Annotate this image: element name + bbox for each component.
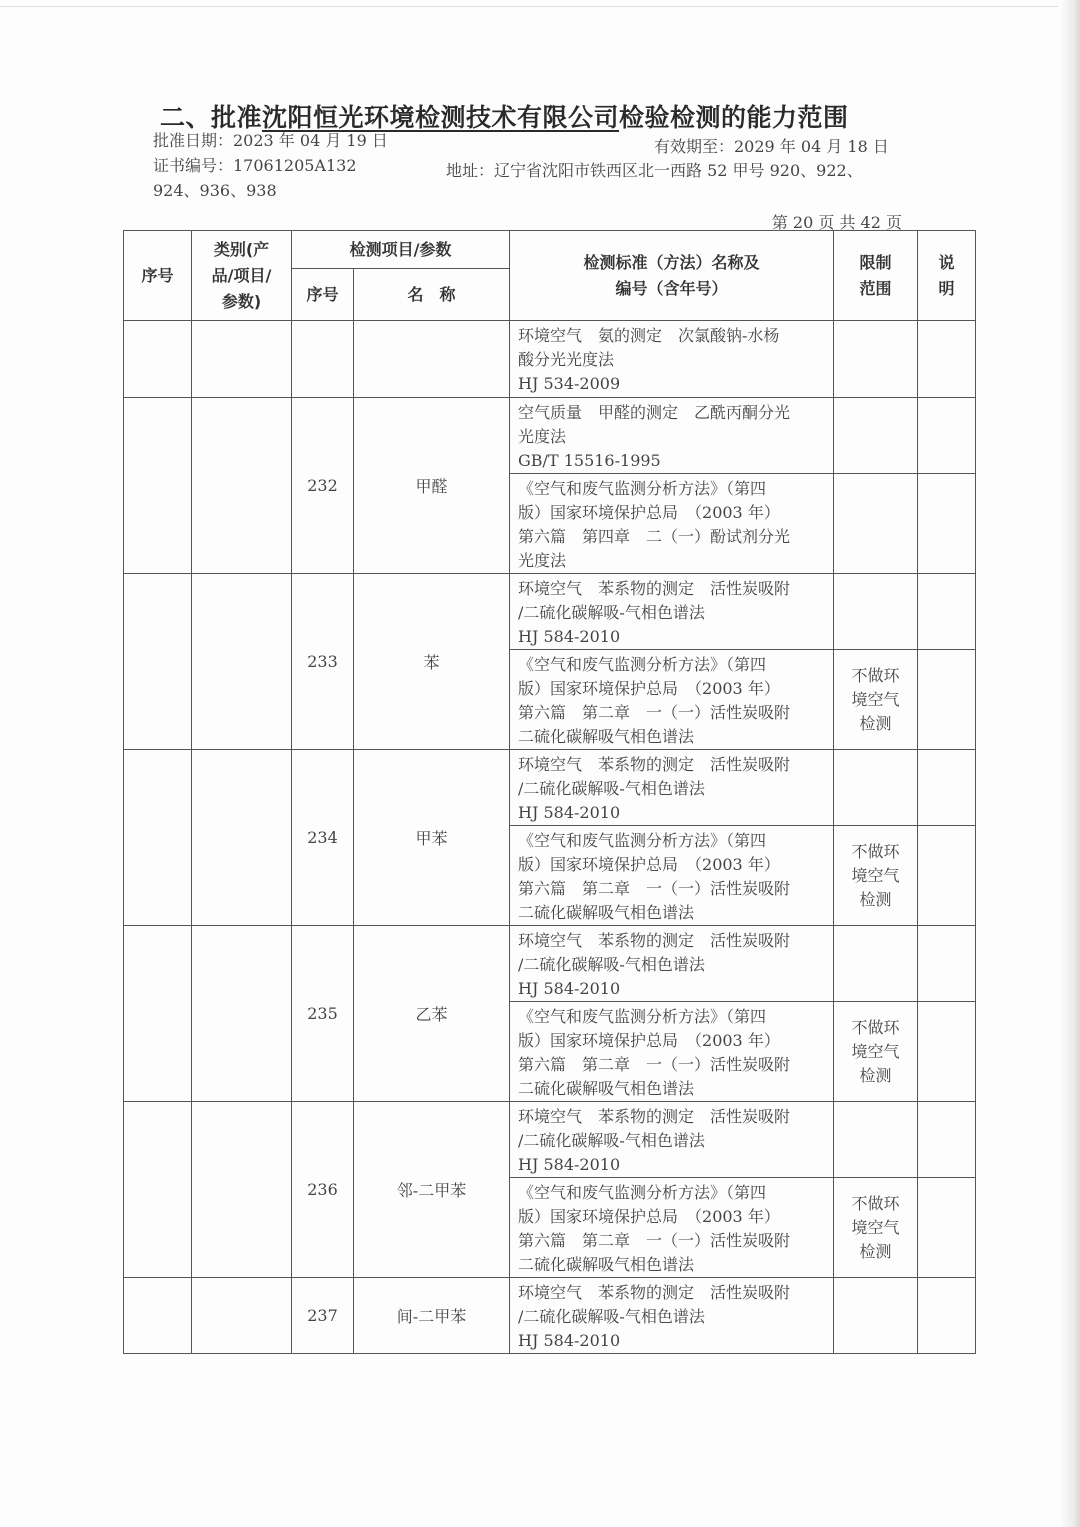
cell-note: [918, 1278, 976, 1354]
std-line: /二硫化碳解吸-气相色谱法: [518, 1130, 705, 1150]
std-line: /二硫化碳解吸-气相色谱法: [518, 1306, 705, 1326]
cell-note: [918, 321, 976, 398]
cell-item-name: 甲苯: [354, 750, 510, 926]
cell-category: [192, 926, 292, 1102]
cell-category: [192, 1102, 292, 1278]
certificate-number: 证书编号：17061205A132: [153, 156, 357, 175]
cell-standard: [510, 826, 834, 926]
table-row: [124, 321, 976, 398]
cell-category: [192, 574, 292, 750]
cell-standard: [510, 1178, 834, 1278]
header-note-line: 明: [938, 278, 955, 298]
scan-top-edge: [0, 6, 1080, 7]
std-line: 第六篇 第二章 一（一）活性炭吸附: [518, 702, 791, 722]
cell-note: [918, 826, 976, 926]
limit-line: 境空气: [851, 689, 900, 709]
cell-item-seq: 232: [292, 398, 354, 574]
cell-item-seq: [292, 321, 354, 398]
cell-item-seq: 235: [292, 926, 354, 1102]
cell-standard: [510, 321, 834, 398]
cell-seq: [124, 398, 192, 574]
std-line: 版）国家环境保护总局 （2003 年）: [518, 678, 780, 698]
cell-limit: [834, 750, 918, 826]
limit-line: 不做环: [851, 1193, 900, 1213]
header-note-line: 说: [938, 252, 955, 272]
table-row: [124, 926, 976, 1002]
cell-item-seq: 237: [292, 1278, 354, 1354]
cell-note: [918, 926, 976, 1002]
cell-note: [918, 1102, 976, 1178]
limit-line: 不做环: [851, 1017, 900, 1037]
limit-line: 检测: [859, 1065, 892, 1085]
table-row: [124, 1278, 976, 1354]
cell-standard: [510, 574, 834, 650]
header-item-group: 检测项目/参数: [292, 231, 510, 269]
cell-note: [918, 1178, 976, 1278]
std-line: 二硫化碳解吸气相色谱法: [518, 1254, 695, 1274]
cell-standard: [510, 474, 834, 574]
cell-note: [918, 474, 976, 574]
std-line: 版）国家环境保护总局 （2003 年）: [518, 502, 780, 522]
cell-seq: [124, 1278, 192, 1354]
std-line: 第六篇 第二章 一（一）活性炭吸附: [518, 1054, 791, 1074]
cell-seq: [124, 1102, 192, 1278]
cell-limit: [834, 1278, 918, 1354]
cell-seq: [124, 321, 192, 398]
address-line-2: 924、936、938: [153, 181, 277, 200]
title-company: 沈阳恒光环境检测技术有限公司: [262, 103, 620, 132]
std-line: HJ 584-2010: [518, 802, 621, 822]
header-category-line: 品/项目/: [211, 265, 272, 285]
std-line: 酸分光光度法: [518, 350, 615, 369]
header-limit: [834, 231, 918, 321]
title-prefix: 二、批准: [160, 103, 263, 132]
std-line: 《空气和废气监测分析方法》（第四: [518, 478, 767, 498]
std-line: HJ 584-2010: [518, 1154, 621, 1174]
cell-seq: [124, 574, 192, 750]
table-row: [124, 398, 976, 474]
cell-note: [918, 650, 976, 750]
header-note: [918, 231, 976, 321]
header-category: [192, 231, 292, 321]
cell-standard: [510, 1002, 834, 1102]
approval-date: 批准日期：2023 年 04 月 19 日: [153, 131, 388, 150]
std-line: 环境空气 苯系物的测定 活性炭吸附: [518, 578, 791, 598]
header-item-name: 名 称: [354, 269, 510, 321]
std-line: HJ 534-2009: [518, 374, 621, 393]
std-line: HJ 584-2010: [518, 626, 621, 646]
cell-seq: [124, 926, 192, 1102]
header-limit-line: 范围: [859, 278, 892, 298]
cell-category: [192, 750, 292, 926]
cell-limit: [834, 1102, 918, 1178]
std-line: 环境空气 苯系物的测定 活性炭吸附: [518, 754, 791, 774]
limit-line: 检测: [859, 713, 892, 733]
cell-item-name: 乙苯: [354, 926, 510, 1102]
cell-category: [192, 321, 292, 398]
header-limit-line: 限制: [859, 252, 892, 272]
cell-seq: [124, 750, 192, 926]
cell-limit: [834, 650, 918, 750]
std-line: /二硫化碳解吸-气相色谱法: [518, 602, 705, 622]
header-seq: 序号: [124, 231, 192, 321]
cell-limit: [834, 1178, 918, 1278]
std-line: 《空气和废气监测分析方法》（第四: [518, 1006, 767, 1026]
cell-item-name: 苯: [354, 574, 510, 750]
limit-line: 检测: [859, 889, 892, 909]
limit-line: 境空气: [851, 1041, 900, 1061]
cell-standard: [510, 398, 834, 474]
std-line: 《空气和废气监测分析方法》（第四: [518, 654, 767, 674]
capability-table: [123, 230, 976, 1354]
cell-limit: [834, 1002, 918, 1102]
cell-note: [918, 398, 976, 474]
limit-line: 不做环: [851, 665, 900, 685]
table-row: [124, 1102, 976, 1178]
header-category-line: 参数): [221, 291, 262, 311]
title-suffix: 检验检测的能力范围: [619, 103, 849, 132]
cell-standard: [510, 650, 834, 750]
std-line: 第六篇 第二章 一（一）活性炭吸附: [518, 1230, 791, 1250]
cell-item-seq: 236: [292, 1102, 354, 1278]
header-item-seq: 序号: [292, 269, 354, 321]
std-line: 空气质量 甲醛的测定 乙酰丙酮分光: [518, 402, 791, 422]
table-row: [124, 574, 976, 650]
std-line: 环境空气 氨的测定 次氯酸钠-水杨: [518, 326, 780, 345]
cell-standard: [510, 1102, 834, 1178]
page-number: 第 20 页 共 42 页: [771, 213, 902, 232]
scan-edge-shadow: [1058, 0, 1080, 1527]
std-line: 二硫化碳解吸气相色谱法: [518, 726, 695, 746]
std-line: 光度法: [518, 550, 567, 570]
std-line: 环境空气 苯系物的测定 活性炭吸附: [518, 930, 791, 950]
std-line: 二硫化碳解吸气相色谱法: [518, 1078, 695, 1098]
cell-note: [918, 750, 976, 826]
cell-item-name: 甲醛: [354, 398, 510, 574]
cell-limit: [834, 574, 918, 650]
cell-limit: [834, 926, 918, 1002]
std-line: HJ 584-2010: [518, 978, 621, 998]
table-row: [124, 750, 976, 826]
cell-note: [918, 574, 976, 650]
std-line: 版）国家环境保护总局 （2003 年）: [518, 1206, 780, 1226]
cell-item-name: 间-二甲苯: [354, 1278, 510, 1354]
std-line: 第六篇 第二章 一（一）活性炭吸附: [518, 878, 791, 898]
std-line: /二硫化碳解吸-气相色谱法: [518, 778, 705, 798]
limit-line: 境空气: [851, 1217, 900, 1237]
limit-line: 不做环: [851, 841, 900, 861]
header-category-line: 类别(产: [213, 239, 270, 259]
limit-line: 检测: [859, 1241, 892, 1261]
std-line: 版）国家环境保护总局 （2003 年）: [518, 1030, 780, 1050]
cell-item-name: 邻-二甲苯: [354, 1102, 510, 1278]
std-line: 环境空气 苯系物的测定 活性炭吸附: [518, 1282, 791, 1302]
std-line: HJ 584-2010: [518, 1330, 621, 1350]
cell-note: [918, 1002, 976, 1102]
std-line: 《空气和废气监测分析方法》（第四: [518, 1182, 767, 1202]
cell-limit: [834, 826, 918, 926]
std-line: 环境空气 苯系物的测定 活性炭吸附: [518, 1106, 791, 1126]
std-line: 第六篇 第四章 二（一）酚试剂分光: [518, 526, 791, 546]
cell-item-name: [354, 321, 510, 398]
cell-category: [192, 398, 292, 574]
std-line: GB/T 15516-1995: [518, 450, 661, 470]
cell-standard: [510, 926, 834, 1002]
std-line: 《空气和废气监测分析方法》（第四: [518, 830, 767, 850]
cell-item-seq: 234: [292, 750, 354, 926]
cell-item-seq: 233: [292, 574, 354, 750]
header-standard: [510, 231, 834, 321]
header-standard-line: 检测标准（方法）名称及: [583, 252, 760, 272]
cell-limit: [834, 321, 918, 398]
cell-category: [192, 1278, 292, 1354]
cell-limit: [834, 474, 918, 574]
std-line: 二硫化碳解吸气相色谱法: [518, 902, 695, 922]
cell-limit: [834, 398, 918, 474]
limit-line: 境空气: [851, 865, 900, 885]
cell-standard: [510, 1278, 834, 1354]
valid-until: 有效期至：2029 年 04 月 18 日: [654, 137, 889, 156]
std-line: 版）国家环境保护总局 （2003 年）: [518, 854, 780, 874]
std-line: 光度法: [518, 426, 567, 446]
std-line: /二硫化碳解吸-气相色谱法: [518, 954, 705, 974]
address-line-1: 地址：辽宁省沈阳市铁西区北一西路 52 甲号 920、922、: [446, 161, 863, 180]
header-standard-line: 编号（含年号）: [615, 278, 728, 298]
cell-standard: [510, 750, 834, 826]
